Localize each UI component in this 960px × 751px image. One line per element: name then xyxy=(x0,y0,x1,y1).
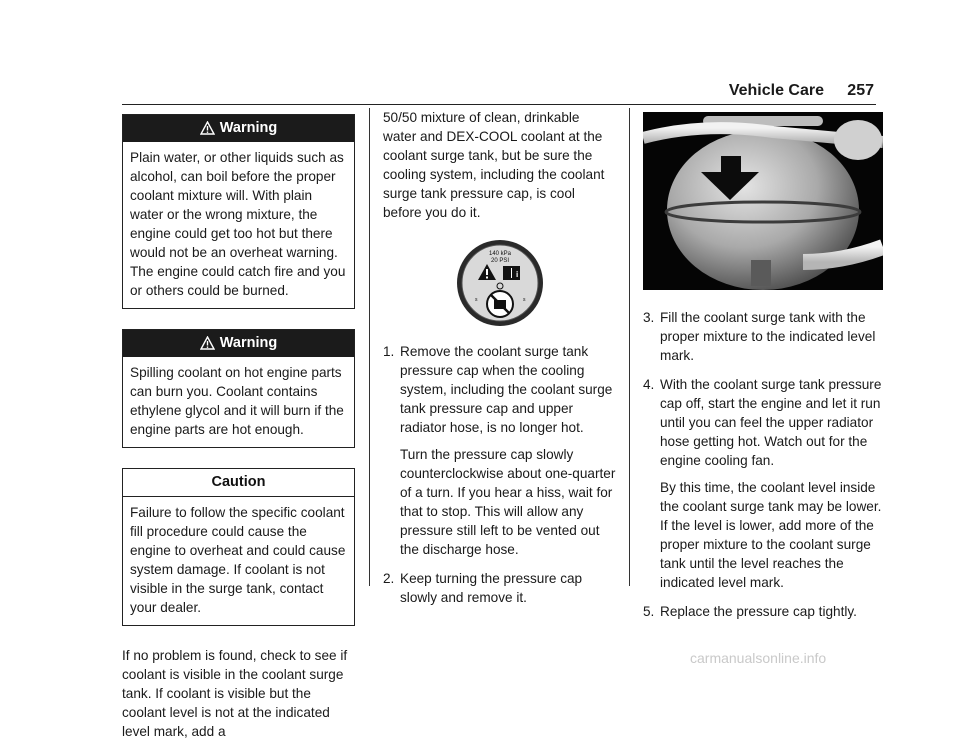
column-1 xyxy=(122,114,355,751)
step-text: Fill the coolant surge tank with the proper mixture to the indicated level mark. xyxy=(660,310,876,363)
step-subtext: Turn the pressure cap slowly counterclockwise about one-quarter of a turn. If you hear a hiss, wait for that to stop. This will allow any pressure still left to be vented out the discharge hose. xyxy=(400,447,616,557)
step-text: Replace the pressure cap tightly. xyxy=(660,604,857,619)
warning-box xyxy=(122,329,355,448)
surge-tank-illustration xyxy=(643,112,883,290)
step-text: Remove the coolant surge tank pressure cap when the cooling system, including the coolant surge tank pressure cap and upper radiator hose, is no longer hot. xyxy=(400,344,613,435)
cap-pressure-psi: 20 PSI xyxy=(490,258,509,264)
warning-body: Spilling coolant on hot engine parts can burn you. Coolant contains ethylene glycol and it will burn if the engine parts are hot enough. xyxy=(130,365,344,437)
watermark: carmanualsonline.info xyxy=(690,650,827,666)
warning-title: Warning xyxy=(219,120,278,136)
pressure-cap-image xyxy=(455,238,545,328)
step-number: 2. xyxy=(383,571,395,586)
step-number: 1. xyxy=(383,344,395,359)
warning-title: Warning xyxy=(219,335,278,351)
step-number: 3. xyxy=(643,310,655,325)
step-number: 5. xyxy=(643,604,655,619)
svg-text:s: s xyxy=(474,297,477,303)
step-text: With the coolant surge tank pressure cap off, start the engine and let it run until you can feel the upper radiator hose getting hot. Watch out for the engine cooling fan. xyxy=(660,377,882,468)
pressure-cap-illustration xyxy=(383,238,616,328)
caution-header: Caution xyxy=(123,469,354,497)
column-3 xyxy=(643,112,883,631)
warning-triangle-icon xyxy=(200,118,215,145)
page-header xyxy=(122,82,876,105)
warning-body: Plain water, or other liquids such as alcohol, can boil before the proper coolant mixture will. With plain water or the wrong mixture, the engine could get too hot but there would not be an overheat warning. The engine could catch fire and you or others could be burned. xyxy=(130,150,346,298)
step-subtext: By this time, the coolant level inside the coolant surge tank may be lower. If the level is lower, add more of the proper mixture to the coolant surge tank until the level reaches the indicated level mark. xyxy=(660,480,882,590)
cap-pressure-kpa: 140 kPa xyxy=(488,251,511,257)
section-title: Vehicle Care xyxy=(728,82,824,99)
warning-header xyxy=(123,115,354,142)
warning-triangle-icon xyxy=(200,333,215,360)
surge-tank-image xyxy=(643,112,883,290)
caution-box xyxy=(122,468,355,626)
steps-list xyxy=(643,308,883,621)
list-item xyxy=(643,375,883,592)
page-number: 257 xyxy=(847,82,874,99)
column-divider xyxy=(629,108,630,586)
list-item xyxy=(643,308,883,365)
list-item xyxy=(383,569,616,607)
column-divider xyxy=(369,108,370,586)
body-paragraph: If no problem is found, check to see if coolant is visible in the coolant surge tank. If coolant is visible but the coolant level is not at the indicated level mark, add a xyxy=(122,648,348,739)
warning-header xyxy=(123,330,354,357)
list-item xyxy=(383,342,616,559)
caution-body: Failure to follow the specific coolant fill procedure could cause the engine to overheat and could cause system damage. If coolant is not visible in the surge tank, contact your dealer. xyxy=(130,505,346,615)
body-paragraph: 50/50 mixture of clean, drinkable water and DEX-COOL coolant at the coolant surge tank, but be sure the cooling system, including the coolant surge tank pressure cap, is cool before you do it. xyxy=(383,110,605,220)
column-2 xyxy=(383,108,616,617)
warning-box xyxy=(122,114,355,309)
steps-list xyxy=(383,342,616,607)
step-number: 4. xyxy=(643,377,655,392)
list-item xyxy=(643,602,883,621)
svg-text:s: s xyxy=(522,297,525,303)
step-text: Keep turning the pressure cap slowly and remove it. xyxy=(400,571,583,605)
svg-text:i: i xyxy=(515,270,518,279)
